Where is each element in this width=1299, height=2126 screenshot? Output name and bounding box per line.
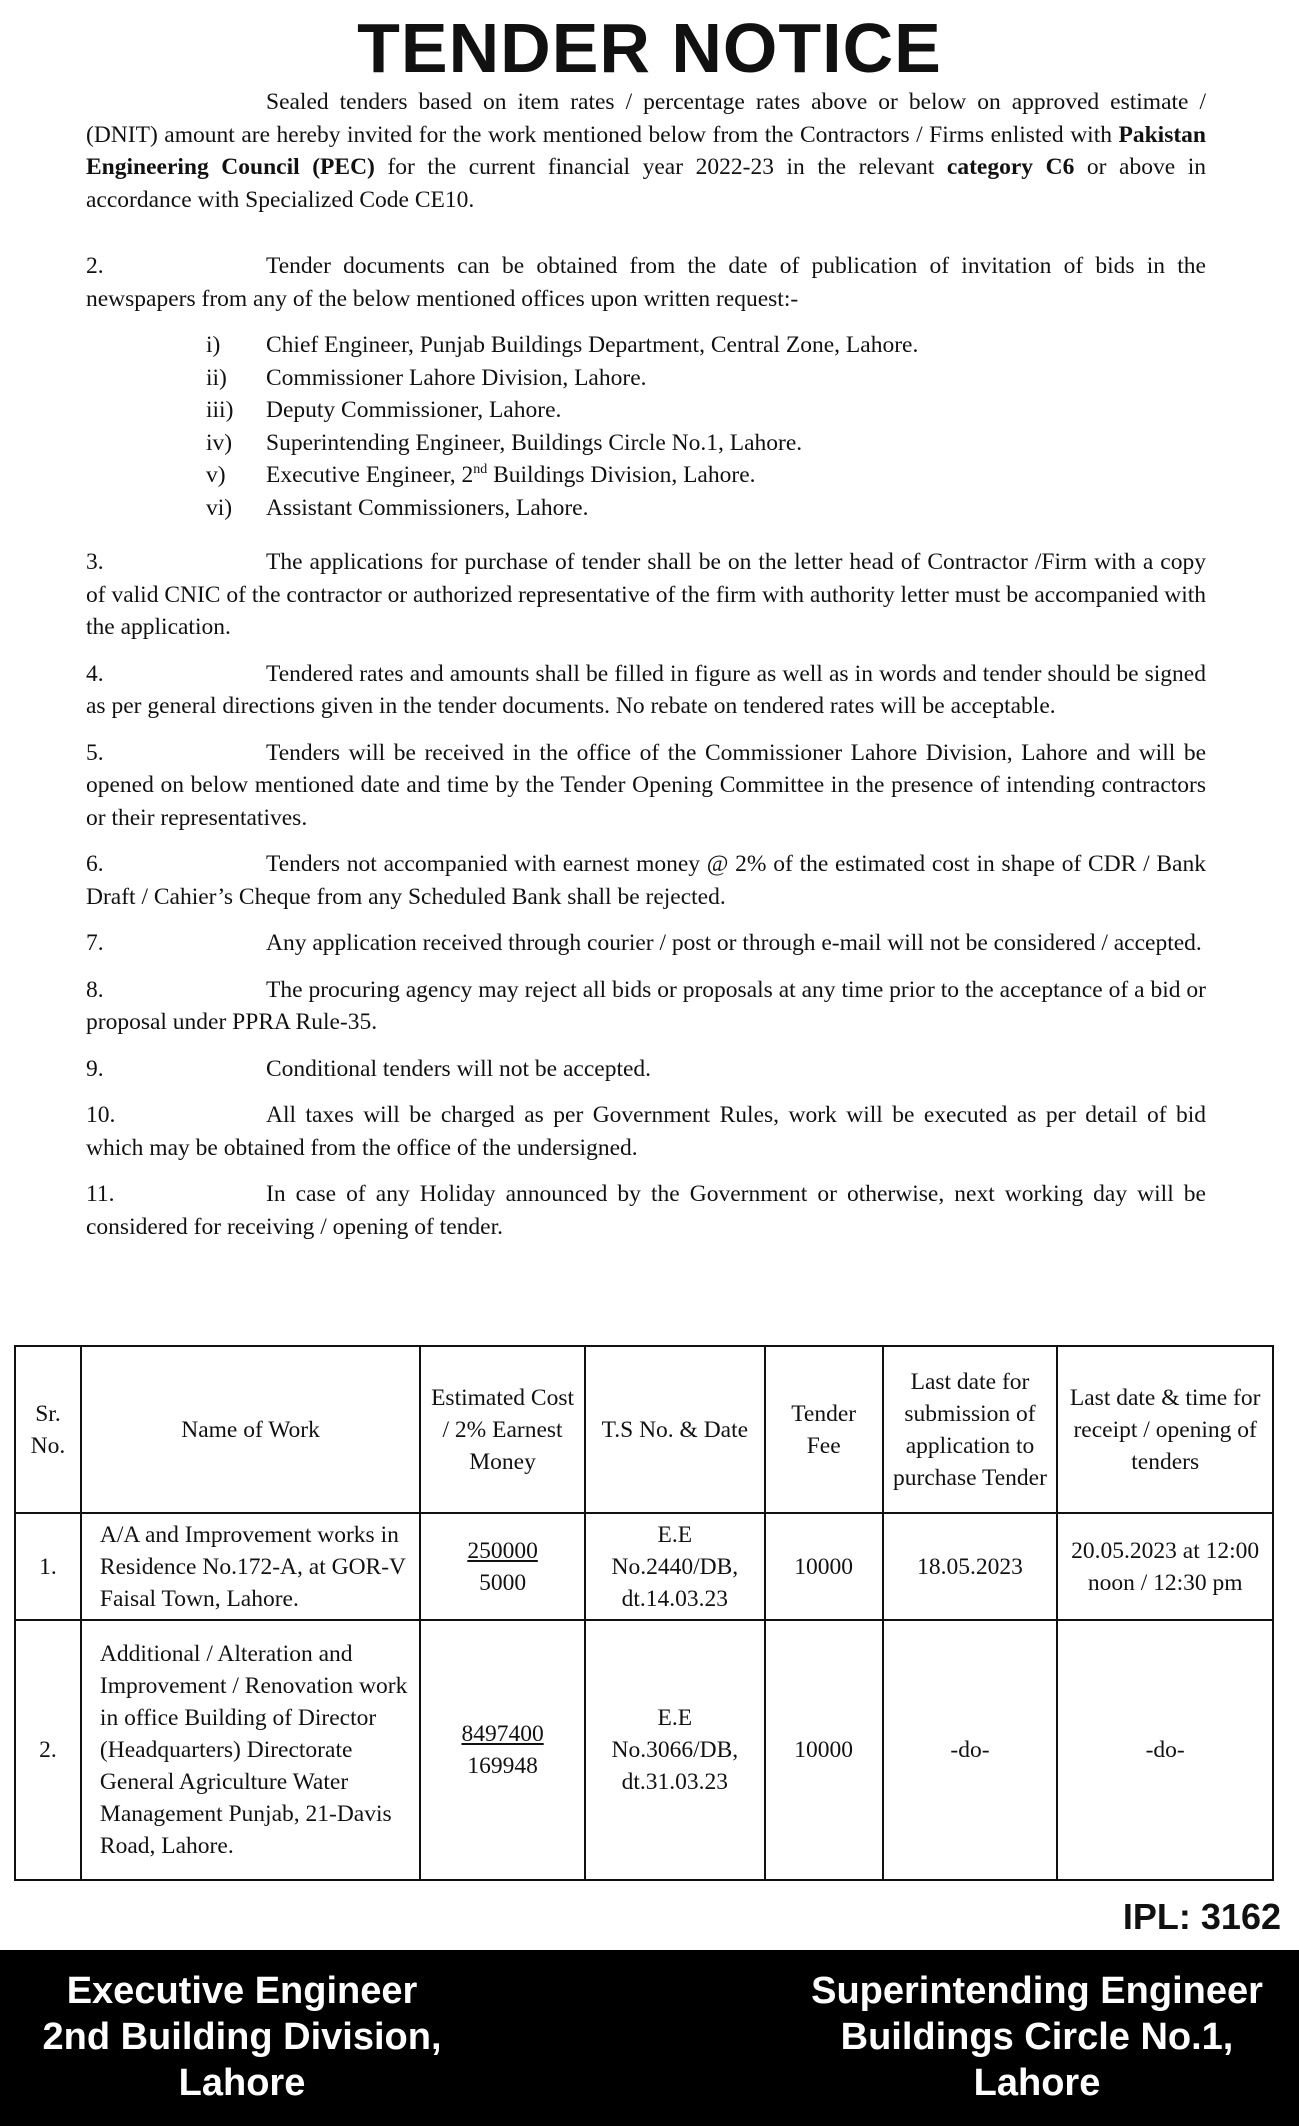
paragraph-number: 10.: [86, 1102, 116, 1128]
paragraph-text: Tender documents can be obtained from the date of publication of invitation of bids in the newspapers from any of the below mentioned offices upon written request:-: [86, 253, 1206, 312]
office-roman: iv): [206, 429, 233, 456]
offices-list: [206, 329, 1206, 524]
notice-body: [86, 86, 1206, 1257]
cell-fee: 10000: [765, 1513, 883, 1620]
paragraph-text: Conditional tenders will not be accepted.: [266, 1055, 652, 1082]
intro-text-1: Sealed tenders based on item rates / percentage rates above or below on approved estimate / (DNIT) amount are hereby invited for the work mentioned below from the Contractors / Firms enlisted with: [86, 89, 1206, 148]
cell-ts: E.E No.2440/DB, dt.14.03.23: [585, 1513, 765, 1620]
paragraph-9: [86, 1053, 1206, 1086]
office-item: [206, 329, 1206, 362]
cell-name: A/A and Improvement works in Residence No.172-A, at GOR-V Faisal Town, Lahore.: [81, 1513, 420, 1620]
intro-text-3: or above in accordance with Specialized Code CE10.: [86, 154, 1207, 213]
paragraph-text: In case of any Holiday announced by the Government or otherwise, next working day will be considered for receiving / opening of tender.: [86, 1181, 1206, 1240]
signature-footer: [0, 1950, 1299, 2126]
ipl-number: IPL: 3162: [1122, 1896, 1281, 1937]
table-row: [15, 1620, 1273, 1880]
estimated-cost: 8497400: [461, 1721, 544, 1747]
signature-right: [787, 1968, 1287, 2106]
paragraph-text: Tendered rates and amounts shall be filled in figure as well as in words and tender should be signed as per general directions given in the tender documents. No rebate on tendered rates will be acceptable.: [86, 660, 1206, 719]
office-text: Superintending Engineer, Buildings Circle No.1, Lahore.: [266, 429, 803, 456]
office-roman: ii): [206, 364, 227, 391]
office-item: [206, 459, 1206, 492]
signature-line: Superintending Engineer: [811, 1970, 1263, 2012]
office-text: [266, 459, 756, 492]
paragraph-number: 8.: [86, 976, 104, 1003]
earnest-money: 5000: [479, 1569, 527, 1596]
cell-last-receipt: -do-: [1057, 1620, 1273, 1880]
signature-line: Lahore: [973, 2062, 1101, 2104]
signature-line: Lahore: [178, 2062, 306, 2104]
cell-last-receipt: 20.05.2023 at 12:00 noon / 12:30 pm: [1057, 1513, 1273, 1620]
cell-name: Additional / Alteration and Improvement / Renovation work in office Building of Director (Headquarters) Directorate General Agriculture Water Management Punjab, 21-Davis Road, Lahore.: [81, 1620, 420, 1880]
paragraph-number: 4.: [86, 660, 104, 687]
signature-line: Executive Engineer: [66, 1970, 418, 2012]
office-roman: vi): [206, 494, 233, 521]
paragraph-4: [86, 658, 1206, 723]
office-roman: i): [206, 332, 221, 358]
paragraph-5: [86, 737, 1206, 835]
paragraph-text: The procuring agency may reject all bids or proposals at any time prior to the acceptance of a bid or proposal under PPRA Rule-35.: [86, 976, 1206, 1035]
office-item: [206, 362, 1206, 395]
paragraph-7: [86, 927, 1206, 960]
header-ts: T.S No. & Date: [585, 1346, 765, 1513]
paragraph-text: Tenders not accompanied with earnest money @ 2% of the estimated cost in shape of CDR / Bank Draft / Cahier’s Cheque from any Scheduled Bank shall be rejected.: [86, 851, 1206, 910]
signature-left: [12, 1968, 472, 2106]
paragraph-text: Any application received through courier / post or through e-mail will not be considered / accepted.: [266, 930, 1202, 956]
cell-cost: [420, 1620, 585, 1880]
office-text: Assistant Commissioners, Lahore.: [266, 494, 589, 521]
category: category C6: [946, 154, 1075, 180]
header-cost: Estimated Cost / 2% Earnest Money: [420, 1346, 585, 1513]
header-last-purchase: Last date for submission of application to purchase Tender: [883, 1346, 1058, 1513]
cell-last-purchase: -do-: [883, 1620, 1058, 1880]
office-text: Chief Engineer, Punjab Buildings Department, Central Zone, Lahore.: [266, 332, 919, 358]
header-fee: Tender Fee: [765, 1346, 883, 1513]
paragraph-number: 7.: [86, 930, 104, 956]
paragraph-number: 9.: [86, 1055, 104, 1082]
office-text-pre: Executive Engineer, 2: [266, 462, 474, 488]
paragraph-11: [86, 1178, 1206, 1243]
cell-sr: 2.: [15, 1620, 81, 1880]
paragraph-2: [86, 250, 1206, 315]
office-item: [206, 427, 1206, 460]
pec-name: Pakistan Engineering Council (PEC): [86, 121, 1206, 180]
office-text: Deputy Commissioner, Lahore.: [266, 397, 562, 423]
estimated-cost: 250000: [467, 1537, 538, 1564]
signature-line: Buildings Circle No.1,: [840, 2016, 1234, 2058]
paragraph-text: Tenders will be received in the office of the Commissioner Lahore Division, Lahore and will be opened on below mentioned date and time by the Tender Opening Committee in the presence of intending contractors or their representatives.: [86, 739, 1206, 831]
paragraph-6: [86, 848, 1206, 913]
cell-last-purchase: 18.05.2023: [883, 1513, 1058, 1620]
paragraph-number: 3.: [86, 549, 104, 575]
paragraph-number: 5.: [86, 739, 104, 766]
tender-table: [14, 1345, 1274, 1881]
cell-cost: [420, 1513, 585, 1620]
paragraph-number: 6.: [86, 851, 104, 877]
header-last-receipt: Last date & time for receipt / opening of tenders: [1057, 1346, 1273, 1513]
paragraph-number: 2.: [86, 253, 104, 279]
paragraph-number: 11.: [86, 1181, 115, 1207]
table-row: [15, 1513, 1273, 1620]
cell-fee: 10000: [765, 1620, 883, 1880]
paragraph-text: All taxes will be charged as per Government Rules, work will be executed as per detail of bid which may be obtained from the office of the undersigned.: [86, 1102, 1206, 1161]
office-text: Commissioner Lahore Division, Lahore.: [266, 364, 647, 391]
office-roman: v): [206, 462, 226, 488]
office-item: [206, 492, 1206, 525]
office-roman: iii): [206, 397, 234, 423]
cell-ts: E.E No.3066/DB, dt.31.03.23: [585, 1620, 765, 1880]
paragraph-10: [86, 1099, 1206, 1164]
cell-sr: 1.: [15, 1513, 81, 1620]
earnest-money: 169948: [467, 1753, 538, 1779]
paragraph-3: [86, 546, 1206, 644]
header-name: Name of Work: [81, 1346, 420, 1513]
notice-title: TENDER NOTICE: [357, 9, 942, 87]
header-sr: Sr. No.: [15, 1346, 81, 1513]
signature-line: 2nd Building Division,: [42, 2016, 442, 2058]
table-header-row: [15, 1346, 1273, 1513]
office-item: [206, 394, 1206, 427]
paragraph-text: The applications for purchase of tender shall be on the letter head of Contractor /Firm with a copy of valid CNIC of the contractor or authorized representative of the firm with authority letter must be accompanied with the application.: [86, 549, 1206, 640]
paragraph-8: [86, 974, 1206, 1039]
ordinal-suffix: nd: [473, 462, 488, 478]
office-text-post: Buildings Division, Lahore.: [487, 462, 756, 488]
intro-text-2: for the current financial year 2022-23 in the relevant: [374, 154, 947, 180]
intro-paragraph: [86, 86, 1206, 216]
